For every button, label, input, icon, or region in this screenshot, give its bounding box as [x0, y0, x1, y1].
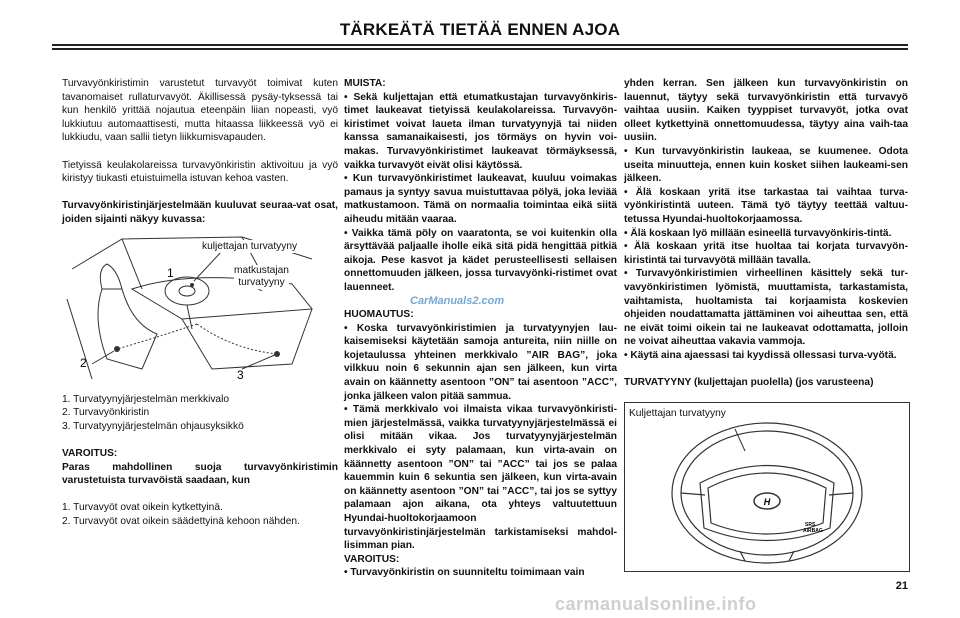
components-heading: Turvavyönkiristinjärjestelmään kuuluvat seuraa-vat osat, joiden sijainti näkyy kuvassa:	[62, 200, 338, 225]
warning-title: VAROITUS:	[62, 447, 118, 459]
title-rule-top	[52, 44, 908, 46]
caution-item: • Turvavyönkiristimien virheellinen käsittely sekä tur-vavyönkiristimen lyömistä, muuttamista, tarkastamista, vaihtamista, huoltamista tai korjaamista koskevien ohjeiden noudattamatta jättäminen voi aiheuttaa sen, että ne eivät toimi oikein tai ne laukeavat odottamatta, jolloin ne voivat aiheuttaa vakavia vammoja.	[624, 268, 908, 348]
title-rule-bottom	[52, 48, 908, 50]
activation-paragraph: Tietyissä keulakolareissa turvavyönkiristin aktivoituu ja vyö kiristyy tiukasti etuistuimella istuvan kehoa vasten.	[62, 159, 338, 185]
driver-airbag-figure-label: Kuljettajan turvatyyny	[629, 407, 726, 419]
pretensioner-diagram	[62, 229, 338, 383]
intro-paragraph: Turvavyönkiristimin varustetut turvavyöt toimivat kuten tavanomaiset rullaturvavyöt. Äkillisessä pysäy-tyksessä tai kun henkilö yrittää nojautua eteenpäin liian nopeasti, vyö lukkiutuu automaattisesti, mutta hitaassa liikkeessä vyö ei lukkiudu, vaan sallii tietyn liikkumisvapauden.	[62, 78, 338, 144]
column-left	[62, 77, 338, 528]
muista-item: • Kun turvavyönkiristimet laukeavat, kuuluu voimakas pamaus ja syntyy savua muistuttavaa pölyä, joka leviää matkustamoon. Tämä on normaalia toimintaa eikä siitä aiheudu mitään vaaraa.	[344, 173, 617, 225]
callout-1: 1	[167, 265, 174, 280]
muista-item: • Sekä kuljettajan että etumatkustajan turvavyönkiris-timet laukeavat tietyissä keulakolareissa. Turvavyön-kiristimet voivat laueta ilman turvatyynyjä tai niiden kanssa samanaikaisesti, jos törmäys on hyvin voi-makas. Turvavyönkiristimet laukeavat törmäyksessä, vaikka turvavyöt eivät olisi käytössä.	[344, 91, 617, 171]
warning-item: 2. Turvavyöt ovat oikein säädettyinä kehoon nähden.	[62, 515, 300, 527]
passenger-airbag-label: matkustajan turvatyyny	[234, 264, 289, 288]
srs-badge: SRS	[805, 521, 816, 528]
huomautus-title: HUOMAUTUS:	[344, 309, 414, 321]
caution-item: • Kun turvavyönkiristin laukeaa, se kuumenee. Odota useita minuutteja, ennen kuin kosket siihen laukeami-sen jälkeen.	[624, 145, 908, 185]
caution-item: • Älä koskaan yritä itse huoltaa tai korjata turvavyön-kiristintä tai turvavyötä millään tavalla.	[624, 241, 908, 266]
warning-subtitle: Paras mahdollinen suoja turvavyönkiristimin varustetuista turvavöistä saadaan, kun	[62, 461, 338, 487]
varoitus-item: • Turvavyönkiristin on suunniteltu toimimaan vain	[344, 567, 585, 579]
list-item: 3. Turvatyynyjärjestelmän ohjausyksikkö	[62, 420, 244, 432]
steering-wheel-figure	[624, 402, 910, 572]
watermark-bottom: carmanualsonline.info	[555, 594, 757, 614]
column-middle	[344, 77, 617, 580]
continuation-paragraph: yhden kerran. Sen jälkeen kun turvavyönkiristin on lauennut, täytyy sekä turvavyönkiristin että turvavyö vaihtaa uusiin. Kaiken tyyppiset turvavyöt, jotka ovat olleet kytkettyinä onnettomuudessa, täytyy aina vaih-taa uusiin.	[624, 78, 908, 144]
callout-2: 2	[80, 355, 87, 370]
varoitus-title: VAROITUS:	[344, 553, 400, 565]
components-list	[62, 393, 338, 434]
warning-item: 1. Turvavyöt ovat oikein kytkettyinä.	[62, 502, 223, 514]
caution-item: • Käytä aina ajaessasi tai kyydissä ollessasi turva-vyötä.	[624, 349, 897, 361]
caution-item: • Älä koskaan yritä itse tarkastaa tai vaihtaa turva-vyönkiristintä uuteen. Tämä työ täytyy teettää valtuu-tetussa Hyundai-huoltokorjaamossa.	[624, 186, 908, 225]
watermark-top: CarManuals2.com	[410, 295, 505, 307]
huomautus-item: • Tämä merkkivalo voi ilmaista vikaa turvavyönkiristi-mien järjestelmässä, vaikka turvatyynyjärjestelmässä ei olisi mitään vikaa. Jos turvatyynyjärjestelmän merkkivalo ei syty palamaan, kun virta-avain on käännetty asentoon ”ON” tai ”ACC” tai jos se palaa kauemmin kuin 6 sekuntia sen jälkeen, kun virta-avain on käännetty asentoon ”ON” tai ”ACC”, tai jos se syttyy palamaan ajon aikana, ota yhteys valtuutettuun Hyundai-huoltokorjaamoon turvavyönkiristinjärjestelmän tarkistamiseksi mahdol-lisimman pian.	[344, 404, 617, 552]
muista-item: • Vaikka tämä pöly on vaaratonta, se voi kuitenkin olla ärsyttävää paljaalle iholle eikä sitä pidä hengittää pitkiä aikoja. Pese kasvot ja kädet perusteellisesti sellaisen onnettomuuden jälkeen, jossa turvavyönki-ristimet ovat lauenneet.	[344, 227, 617, 293]
svg-text:AIRBAG: AIRBAG	[803, 527, 823, 534]
driver-airbag-label: kuljettajan turvatyyny	[202, 240, 298, 252]
steering-wheel-illustration	[625, 403, 909, 571]
muista-title: MUISTA:	[344, 78, 386, 89]
column-right	[624, 77, 908, 572]
page-title: TÄRKEÄTÄ TIETÄÄ ENNEN AJOA	[339, 20, 621, 39]
list-item: 1. Turvatyynyjärjestelmän merkkivalo	[62, 393, 230, 405]
airbag-section-heading: TURVATYYNY (kuljettajan puolella) (jos varusteena)	[624, 377, 874, 389]
page-number: 21	[895, 580, 908, 592]
svg-text:H: H	[763, 496, 771, 507]
callout-3: 3	[237, 367, 244, 382]
list-item: 2. Turvavyönkiristin	[62, 407, 150, 419]
huomautus-item: • Koska turvavyönkiristimien ja turvatyynyjen lau-kaisemiseksi käytetään samoja antureita, niin niille on kojetaulussa yhteinen merkkivalo ”AIR BAG”, joka vilkkuu noin 6 sekunnin ajan sen jälkeen, kun virta avain on käännetty asentoon ”ON” tai asentoon ”ACC”, jonka jälkeen valon pitää sammua.	[344, 322, 617, 402]
caution-item: • Älä koskaan lyö millään esineellä turvavyönkiris-tintä.	[624, 227, 892, 239]
